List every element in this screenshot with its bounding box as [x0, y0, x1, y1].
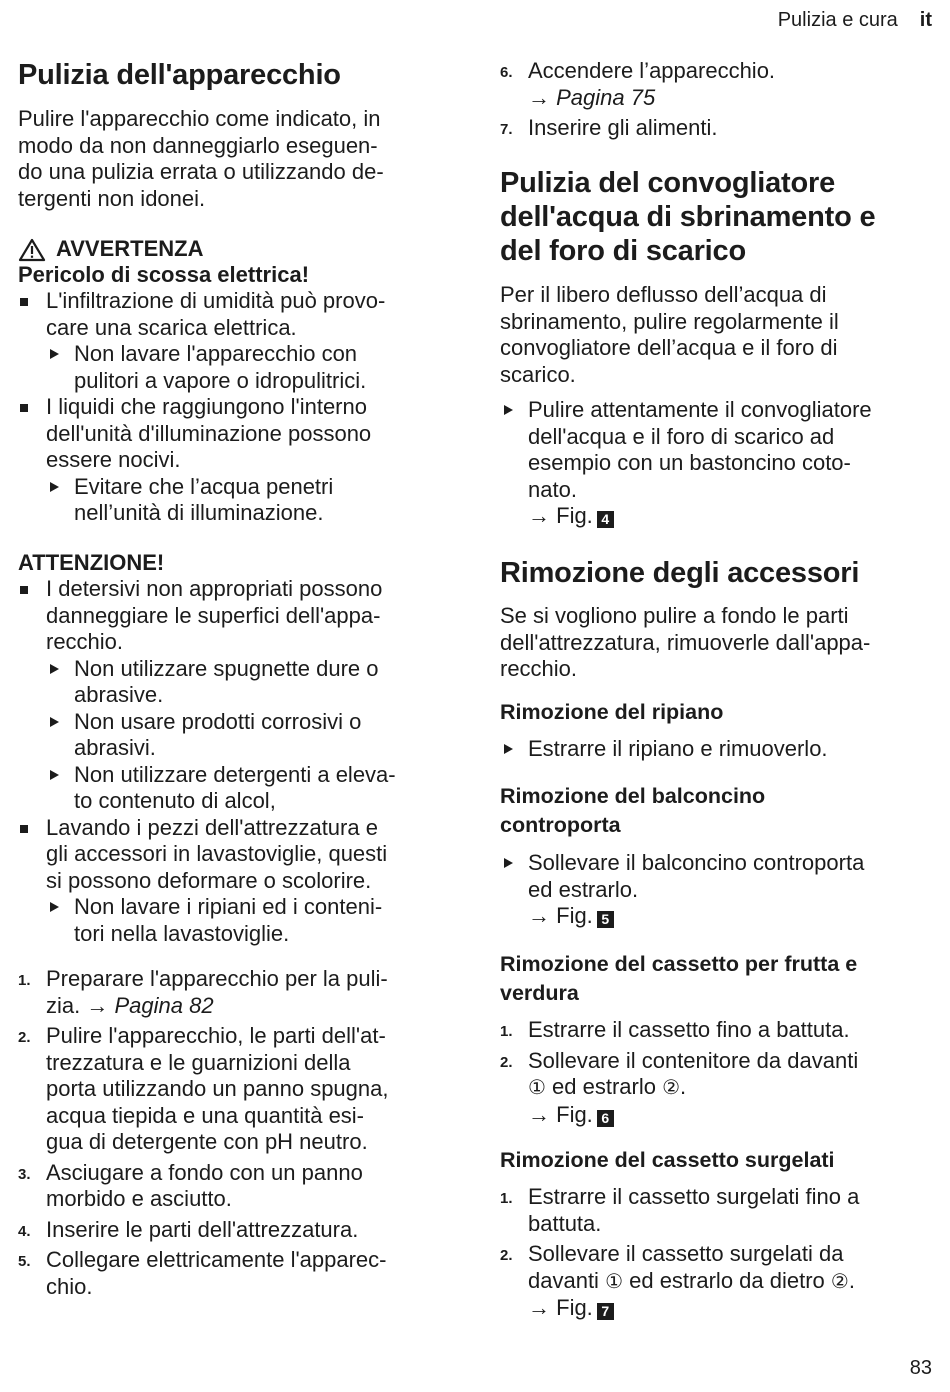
- step-item: [500, 1017, 936, 1044]
- text-line: gua di detergente con pH neutro.: [46, 1129, 368, 1154]
- step-item: [500, 1048, 936, 1129]
- heading-line: controporta: [500, 813, 621, 837]
- page-reference-link[interactable]: Pagina 75: [556, 84, 656, 110]
- steps-list: [18, 966, 458, 1300]
- list-item: [18, 394, 458, 474]
- heading-line: dell'acqua di sbrinamento e: [500, 201, 876, 233]
- arrow-right-icon: →: [528, 503, 550, 528]
- action-item: [46, 762, 458, 815]
- circled-one-icon: ①: [605, 1270, 623, 1293]
- text-line: Asciugare a fondo con un panno: [46, 1159, 363, 1185]
- text-line: L'infiltrazione di umidità può provo-: [46, 288, 386, 313]
- text-line: do una pulizia errata o utilizzando de-: [18, 159, 384, 184]
- bullet-square-icon: [20, 298, 28, 306]
- figure-number-badge: 4: [597, 511, 614, 528]
- text-line: acqua tiepida e una quantità esi-: [46, 1102, 365, 1128]
- step-item: [500, 1184, 936, 1237]
- figure-number-badge: 7: [597, 1303, 614, 1320]
- text-line: Pulire l'apparecchio, le parti dell'at-: [46, 1023, 386, 1048]
- action-arrow-icon: [50, 349, 59, 359]
- step-item: [18, 1160, 458, 1213]
- section-heading-accessories: Rimozione degli accessori: [500, 557, 860, 589]
- text-line: Non usare prodotti corrosivi o: [74, 708, 362, 734]
- step-number: 4.: [18, 1222, 31, 1240]
- figure-reference-link[interactable]: Fig.: [556, 1101, 593, 1127]
- text-fragment: .: [680, 1074, 687, 1099]
- text-line: sbrinamento, pulire regolarmente il: [500, 308, 839, 334]
- text-line: scarico.: [500, 361, 576, 387]
- step-item: [500, 115, 936, 142]
- text-line: chio.: [46, 1273, 93, 1299]
- action-arrow-icon: [50, 770, 59, 780]
- text-line: Lavando i pezzi dell'attrezzatura e: [46, 814, 378, 840]
- text-fragment: .: [848, 1267, 855, 1293]
- heading-line: Pulizia del convogliatore: [500, 167, 836, 199]
- arrow-right-icon: →: [528, 903, 550, 928]
- action-item: [500, 850, 950, 930]
- text-line: Per il libero deflusso dell’acqua di: [500, 282, 827, 307]
- text-line: nato.: [528, 476, 577, 502]
- steps-continued: [500, 58, 936, 142]
- text-line: trezzatura e le guarnizioni della: [46, 1049, 351, 1075]
- step-item: [500, 1241, 936, 1322]
- text-line: Estrarre il cassetto fino a battuta.: [528, 1017, 850, 1042]
- text-line: Sollevare il contenitore da davanti: [528, 1047, 859, 1073]
- action-item: [46, 894, 458, 947]
- arrow-right-icon: →: [86, 992, 109, 1018]
- text-line: Inserire gli alimenti.: [528, 115, 718, 140]
- circled-two-icon: ②: [830, 1270, 849, 1293]
- text-line: nell’unità di illuminazione.: [74, 500, 324, 525]
- text-line: battuta.: [528, 1210, 602, 1236]
- accessories-intro: [500, 603, 936, 683]
- bullet-square-icon: [20, 404, 28, 412]
- step-number: 7.: [500, 121, 513, 138]
- text-line: Sollevare il cassetto surgelati da: [528, 1241, 844, 1266]
- figure-reference-link[interactable]: Fig.: [556, 903, 593, 928]
- text-line: Estrarre il ripiano e rimuoverlo.: [528, 736, 828, 761]
- freezer-steps: [500, 1184, 936, 1322]
- text-line: pulitori a vapore o idropulitrici.: [74, 367, 367, 393]
- bullet-square-icon: [20, 825, 28, 833]
- text-line: Non lavare l'apparecchio con: [74, 341, 358, 366]
- text-line: tori nella lavastoviglie.: [74, 920, 290, 946]
- text-line: Sollevare il balconcino controporta: [528, 850, 865, 875]
- heading-line: verdura: [500, 981, 579, 1005]
- action-item: [46, 341, 458, 394]
- section-heading-cleaning: Pulizia dell'apparecchio: [18, 59, 341, 91]
- text-fragment: davanti: [528, 1267, 606, 1293]
- subheading-crisper: [500, 950, 936, 1008]
- text-line: zia.: [46, 992, 81, 1018]
- language-code: it: [919, 9, 932, 31]
- action-item: [46, 656, 458, 709]
- step-number: 1.: [500, 1023, 513, 1040]
- text-line: recchio.: [46, 629, 124, 654]
- caution-block: [18, 550, 458, 947]
- text-line: care una scarica elettrica.: [46, 314, 297, 340]
- action-arrow-icon: [504, 405, 513, 415]
- action-item: [46, 709, 458, 762]
- warning-triangle-icon: [18, 238, 46, 262]
- text-line: Pulire l'apparecchio come indicato, in: [18, 106, 381, 131]
- text-line: modo da non danneggiarlo eseguen-: [18, 132, 378, 158]
- text-line: tergenti non idonei.: [18, 185, 206, 211]
- action-item: [46, 474, 458, 527]
- page-number: 83: [909, 1357, 932, 1379]
- heading-line: Rimozione del balconcino: [500, 784, 766, 808]
- text-line: Se si vogliono pulire a fondo le parti: [500, 603, 849, 628]
- list-item: [18, 815, 458, 895]
- step-item: [18, 1217, 458, 1244]
- warning-label: AVVERTENZA: [56, 236, 204, 261]
- action-arrow-icon: [504, 744, 513, 754]
- action-arrow-icon: [504, 858, 513, 868]
- step-number: 6.: [500, 64, 513, 81]
- text-line: Preparare l'apparecchio per la puli-: [46, 966, 388, 991]
- step-item: [18, 1247, 458, 1300]
- caution-title: ATTENZIONE!: [18, 550, 165, 575]
- text-line: Accendere l’apparecchio.: [528, 58, 776, 83]
- text-line: Non utilizzare detergenti a eleva-: [74, 761, 396, 787]
- text-line: Pulire attentamente il convogliatore: [528, 397, 872, 422]
- text-fragment: ed estrarlo da dietro: [623, 1267, 831, 1293]
- text-line: porta utilizzando un panno spugna,: [46, 1076, 389, 1101]
- step-item: [18, 966, 458, 1019]
- text-line: Collegare elettricamente l'apparec-: [46, 1247, 387, 1272]
- list-item: [18, 288, 458, 341]
- text-line: abrasivi.: [74, 735, 156, 760]
- text-line: Evitare che l’acqua penetri: [74, 473, 334, 499]
- figure-reference-link[interactable]: Fig.: [556, 1295, 593, 1320]
- text-line: esempio con un bastoncino coto-: [528, 450, 851, 475]
- step-number: 2.: [500, 1053, 513, 1071]
- text-line: ed estrarlo.: [528, 876, 639, 902]
- figure-reference-link[interactable]: Fig.: [556, 503, 593, 528]
- action-item: [500, 736, 950, 763]
- figure-number-badge: 5: [597, 911, 614, 928]
- subheading-freezer: Rimozione del cassetto surgelati: [500, 1148, 835, 1172]
- text-line: convogliatore dell’acqua e il foro di: [500, 335, 838, 360]
- text-line: to contenuto di alcol,: [74, 788, 276, 813]
- text-line: danneggiare le superfici dell'appa-: [46, 602, 381, 628]
- step-number: 2.: [18, 1029, 31, 1046]
- warning-block: [18, 236, 458, 527]
- text-line: Non utilizzare spugnette dure o: [74, 655, 379, 681]
- text-line: dell'attrezzatura, rimuoverle dall'appa-: [500, 629, 871, 655]
- text-fragment: ed estrarlo: [545, 1074, 663, 1099]
- arrow-right-icon: →: [528, 1295, 550, 1320]
- intro-paragraph: [18, 106, 458, 212]
- step-number: 3.: [18, 1165, 31, 1183]
- circled-two-icon: ②: [662, 1077, 681, 1099]
- subheading-shelf: Rimozione del ripiano: [500, 700, 724, 724]
- step-number: 1.: [500, 1190, 513, 1207]
- action-item: [500, 397, 950, 530]
- figure-number-badge: 6: [597, 1110, 614, 1127]
- action-arrow-icon: [50, 717, 59, 727]
- step-number: 1.: [18, 972, 31, 989]
- text-line: I detersivi non appropriati possono: [46, 576, 383, 601]
- drain-intro: [500, 282, 936, 388]
- section-heading-drain: [500, 166, 936, 268]
- text-line: Non lavare i ripiani ed i conteni-: [74, 894, 383, 919]
- bullet-square-icon: [20, 586, 28, 594]
- action-arrow-icon: [50, 664, 59, 674]
- step-number: 5.: [18, 1253, 31, 1270]
- warning-subtitle: Pericolo di scossa elettrica!: [18, 262, 310, 287]
- text-line: Inserire le parti dell'attrezzatura.: [46, 1216, 359, 1242]
- text-line: morbido e asciutto.: [46, 1186, 232, 1211]
- heading-line: Rimozione del cassetto per frutta e: [500, 952, 858, 976]
- heading-line: del foro di scarico: [500, 235, 746, 267]
- circled-one-icon: ①: [528, 1077, 546, 1099]
- text-line: si possono deformare o scolorire.: [46, 867, 372, 893]
- list-item: [18, 576, 458, 656]
- crisper-steps: [500, 1017, 936, 1128]
- text-line: I liquidi che raggiungono l'interno: [46, 394, 367, 419]
- text-line: recchio.: [500, 656, 578, 681]
- text-line: dell'unità d'illuminazione possono: [46, 420, 372, 446]
- text-line: Estrarre il cassetto surgelati fino a: [528, 1184, 860, 1209]
- step-item: [18, 1023, 458, 1156]
- page-header: [778, 9, 932, 32]
- text-line: essere nocivi.: [46, 447, 181, 472]
- step-item: [500, 58, 936, 111]
- action-arrow-icon: [50, 482, 59, 492]
- subheading-door-shelf: [500, 782, 936, 840]
- section-title: Pulizia e cura: [777, 9, 898, 31]
- text-line: gli accessori in lavastoviglie, questi: [46, 841, 388, 866]
- action-arrow-icon: [50, 902, 59, 912]
- text-line: abrasive.: [74, 682, 164, 707]
- arrow-right-icon: →: [528, 84, 550, 110]
- arrow-right-icon: →: [528, 1101, 550, 1127]
- step-number: 2.: [500, 1247, 513, 1264]
- page-reference-link[interactable]: Pagina 82: [114, 992, 214, 1018]
- warning-title: [18, 236, 458, 262]
- text-line: dell'acqua e il foro di scarico ad: [528, 423, 835, 449]
